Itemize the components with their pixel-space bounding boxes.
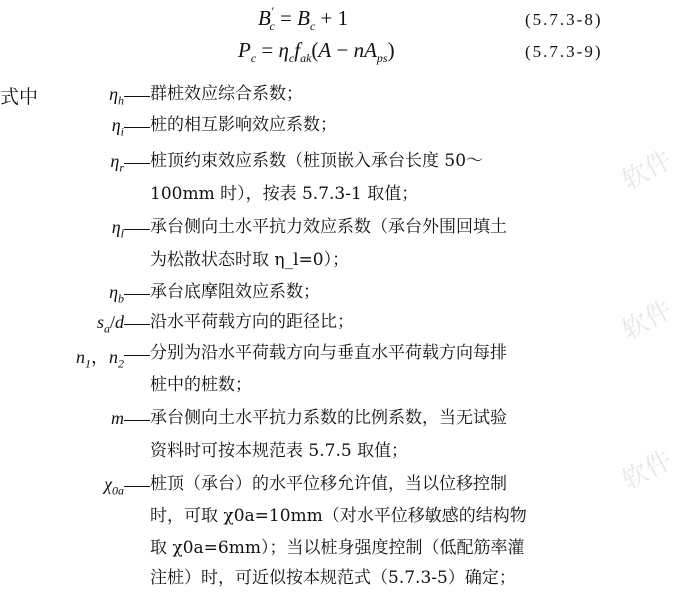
symbol-eta-i: $\eta_i$ (111, 115, 124, 139)
dash (124, 324, 150, 325)
definition-text: 时，可取 χ0a=10mm（对水平位移敏感的结构物 (150, 506, 527, 526)
definition-text: 桩中的桩数； (150, 375, 252, 395)
definition-text: 资料时可按本规范表 5.7.5 取值； (150, 441, 409, 461)
definition-text: 分别为沿水平荷载方向与垂直水平荷载方向每排 (150, 343, 507, 363)
symbol-n1-n2: $n_1$，$n_2$ (76, 347, 124, 371)
equation-number: (5.7.3-9) (525, 42, 603, 61)
definition-text: 承台底摩阻效应系数； (150, 282, 320, 302)
where-label: 式中 (0, 86, 39, 108)
symbol-eta-b: $\eta_b$ (109, 282, 124, 306)
definition-text: 取 χ0a=6mm）；当以桩身强度控制（低配筋率灌 (150, 538, 525, 558)
dash (124, 355, 150, 356)
definition-text: 桩的相互影响效应系数； (150, 115, 337, 135)
symbol-eta-r: $\eta_r$ (110, 151, 124, 175)
definition-text: 桩顶（承台）的水平位移允许值，当以位移控制 (150, 474, 507, 494)
dash (124, 127, 150, 128)
symbol-chi-0a: $\chi_{0a}$ (104, 474, 124, 498)
equation-bc: $B'_c = B_c + 1$ (258, 4, 349, 34)
dash (124, 294, 150, 295)
dash (124, 96, 150, 97)
definition-text: 沿水平荷载方向的距径比； (150, 312, 354, 332)
watermark: 软件 (617, 295, 678, 347)
definition-text: 桩顶约束效应系数（桩顶嵌入承台长度 50～ (150, 151, 484, 171)
symbol-m: m (111, 408, 124, 428)
dash (124, 486, 150, 487)
symbol-sa-d: $s_a/d$ (96, 312, 124, 336)
watermark: 软件 (617, 145, 678, 197)
dash (124, 420, 150, 421)
symbol-eta-h: $\eta_h$ (109, 84, 124, 108)
definition-text: 100mm 时），按表 5.7.3-1 取值； (150, 184, 419, 204)
definition-text: 承台侧向土水平抗力系数的比例系数，当无试验 (150, 408, 507, 428)
definition-text: 注桩）时，可近似按本规范式（5.7.3-5）确定； (150, 568, 516, 588)
dash (124, 163, 150, 164)
equation-pc: $P_c = \eta_cf_{ak}(A - nA_{ps})$ (238, 38, 395, 66)
dash (124, 229, 150, 230)
definition-text: 为松散状态时取 η_l=0）； (150, 250, 350, 270)
definition-text: 群桩效应综合系数； (150, 84, 303, 104)
definition-text: 承台侧向土水平抗力效应系数（承台外围回填土 (150, 217, 507, 237)
symbol-eta-l: $\eta_l$ (111, 217, 124, 241)
watermark: 软件 (617, 445, 678, 497)
equation-number: (5.7.3-8) (525, 10, 603, 29)
